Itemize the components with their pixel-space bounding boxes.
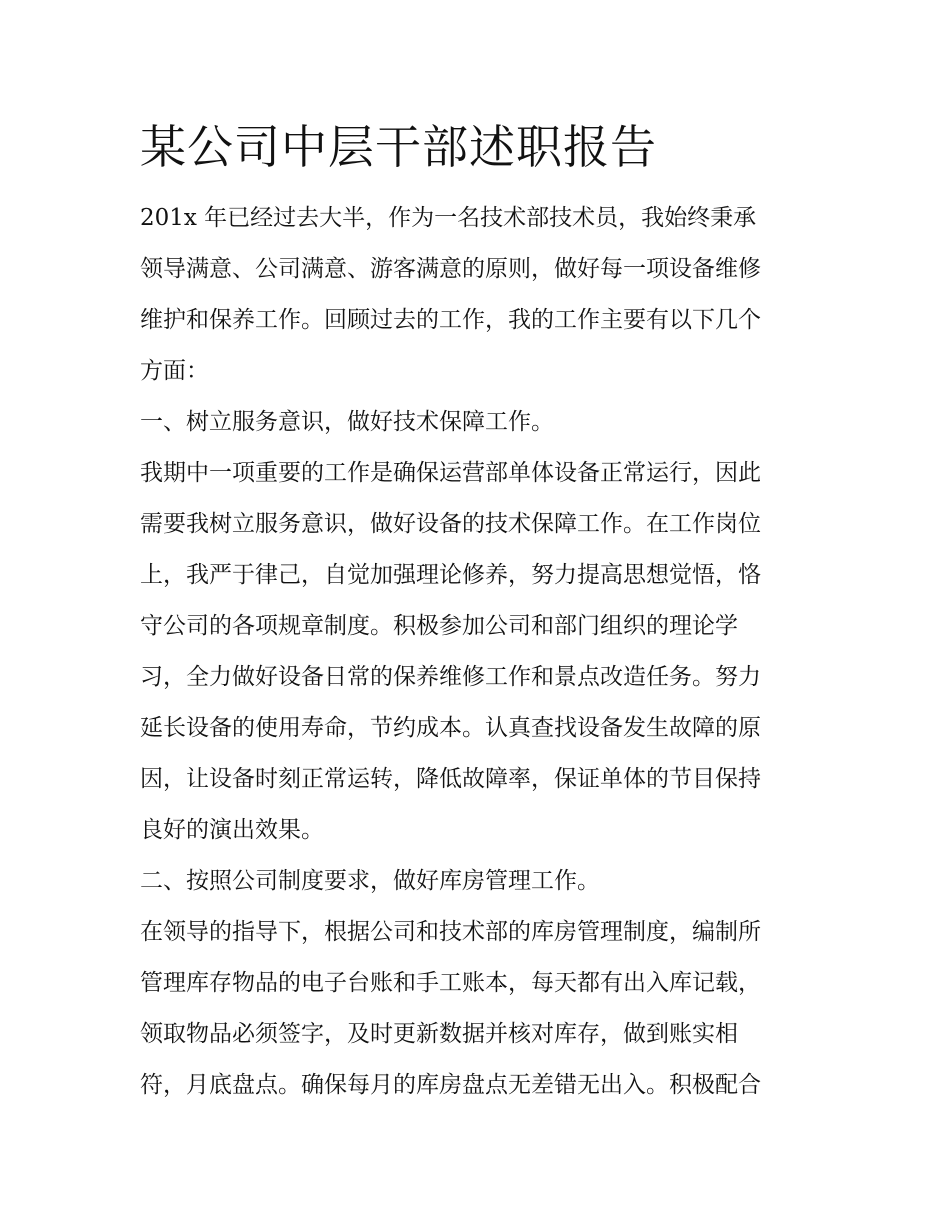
body-line: 方面：: [140, 358, 209, 384]
body-line: 我期中一项重要的工作是确保运营部单体设备正常运行，因此: [140, 460, 761, 486]
body-line: 延长设备的使用寿命，节约成本。认真查找设备发生故障的原: [140, 715, 761, 741]
section-heading-2: 二、按照公司制度要求，做好库房管理工作。: [140, 868, 600, 894]
body-line: 上，我严于律己，自觉加强理论修养，努力提高思想觉悟，恪: [140, 562, 761, 588]
body-line: 在领导的指导下，根据公司和技术部的库房管理制度，编制所: [140, 919, 761, 945]
section-heading-1: 一、树立服务意识，做好技术保障工作。: [140, 409, 554, 435]
body-line: 需要我树立服务意识，做好设备的技术保障工作。在工作岗位: [140, 511, 761, 537]
body-line: 201x 年已经过去大半，作为一名技术部技术员，我始终秉承: [140, 205, 757, 231]
document-page: [140, 112, 820, 1111]
body-line: 符，月底盘点。确保每月的库房盘点无差错无出入。积极配合: [140, 1072, 761, 1098]
document-title: 某公司中层干部述职报告: [140, 120, 657, 174]
body-line: 维护和保养工作。回顾过去的工作，我的工作主要有以下几个: [140, 307, 761, 333]
body-line: 良好的演出效果。: [140, 817, 324, 843]
document-body: [140, 193, 820, 1111]
body-line: 因，让设备时刻正常运转，降低故障率，保证单体的节目保持: [140, 766, 761, 792]
body-line: 管理库存物品的电子台账和手工账本，每天都有出入库记载，: [140, 970, 761, 996]
body-line: 领取物品必须签字，及时更新数据并核对库存，做到账实相: [140, 1021, 738, 1047]
body-line: 习，全力做好设备日常的保养维修工作和景点改造任务。努力: [140, 664, 761, 690]
body-line: 领导满意、公司满意、游客满意的原则，做好每一项设备维修: [140, 256, 761, 282]
body-line: 守公司的各项规章制度。积极参加公司和部门组织的理论学: [140, 613, 738, 639]
